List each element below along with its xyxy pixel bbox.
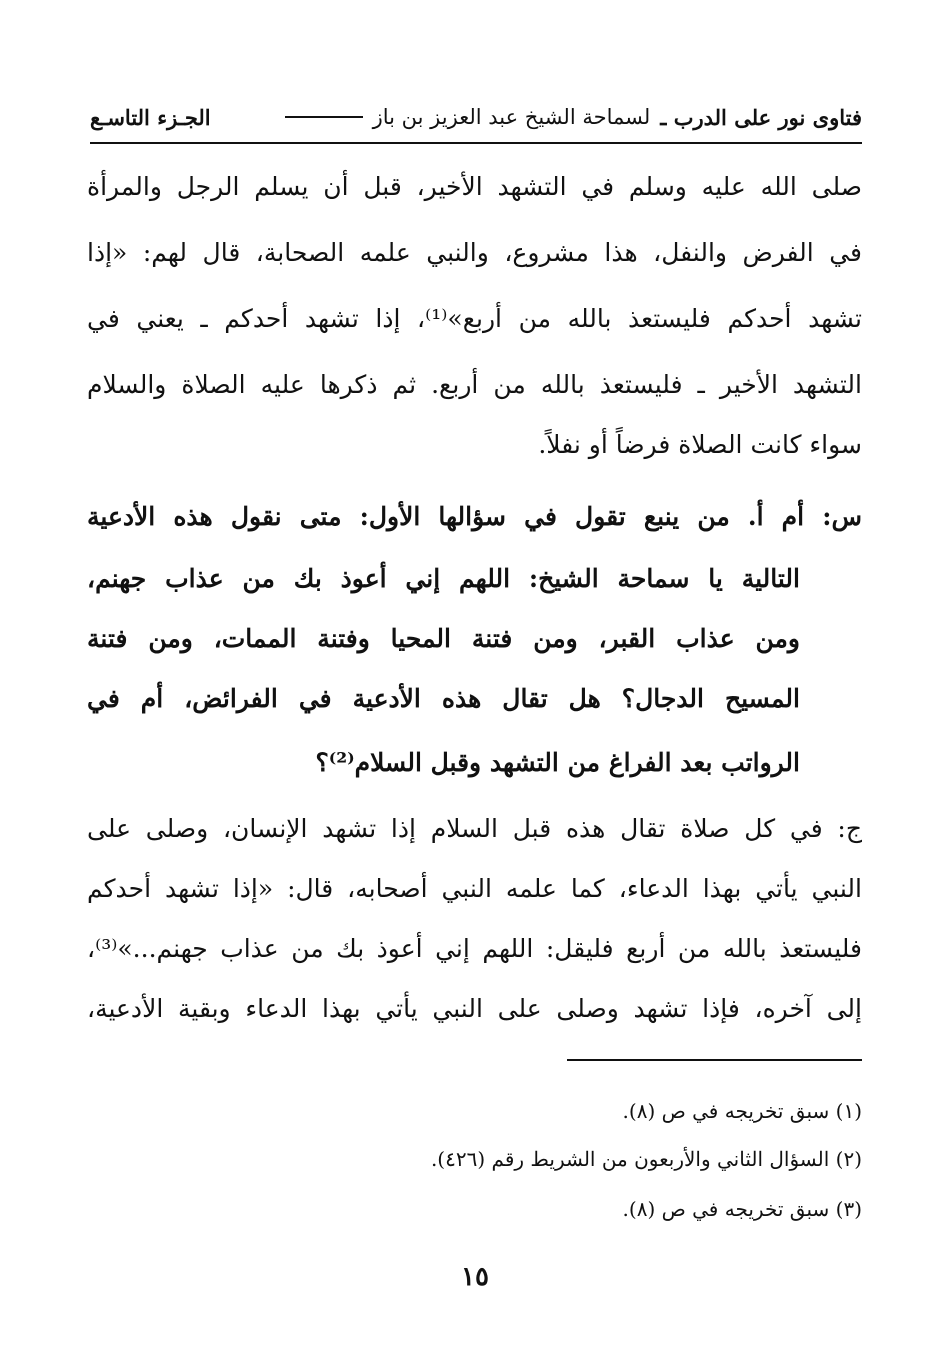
header-dash	[285, 116, 363, 118]
page-number: ١٥	[461, 1262, 489, 1292]
book-title: فتاوى نور على الدرب ـ	[660, 104, 862, 130]
footnote: (٣) سبق تخريجه في ص (٨).	[622, 1197, 862, 1221]
answer-line: إلى آخره، فإذا تشهد وصلى على النبي يأتي بهذا الدعاء وبقية الأدعية،	[87, 994, 862, 1023]
header-divider	[90, 142, 862, 144]
answer-line: ج: في كل صلاة تقال هذه قبل السلام إذا تشهد الإنسان، وصلى على	[87, 814, 862, 843]
body-line: في الفرض والنفل، هذا مشروع، والنبي علمه الصحابة، قال لهم: «إذا	[87, 238, 862, 267]
question-line: ومن عذاب القبر، ومن فتنة المحيا وفتنة الممات، ومن فتنة	[87, 624, 800, 653]
footnote: (١) سبق تخريجه في ص (٨).	[622, 1099, 862, 1123]
question-line: س: أم أ. من ينبع تقول في سؤالها الأول: متى نقول هذه الأدعية	[87, 502, 862, 531]
answer-line: فليستعذ بالله من أربع فليقل: اللهم إني أعوذ بك من عذاب جهنم...»⁽³⁾،	[87, 934, 862, 963]
volume-part: الجـزء التاسـع	[90, 104, 211, 130]
footnote-divider	[567, 1059, 862, 1061]
body-line: تشهد أحدكم فليستعذ بالله من أربع»⁽¹⁾، إذا تشهد أحدكم ـ يعني في	[87, 304, 862, 333]
question-line: الرواتب بعد الفراغ من التشهد وقبل السلام⁽²⁾؟	[315, 748, 800, 777]
question-line: المسيح الدجال؟ هل تقال هذه الأدعية في الفرائض، أم في	[87, 684, 800, 713]
question-line: التالية يا سماحة الشيخ: اللهم إني أعوذ بك من عذاب جهنم،	[87, 564, 800, 593]
body-line: سواء كانت الصلاة فرضاً أو نفلاً.	[538, 430, 862, 459]
author-name: لسماحة الشيخ عبد العزيز بن باز	[372, 105, 651, 129]
body-line: التشهد الأخير ـ فليستعذ بالله من أربع. ثم ذكرها عليه الصلاة والسلام	[87, 370, 862, 399]
footnote: (٢) السؤال الثاني والأربعون من الشريط رقم (٤٢٦).	[430, 1147, 862, 1171]
answer-line: النبي يأتي بهذا الدعاء، كما علمه النبي أصحابه، قال: «إذا تشهد أحدكم	[87, 874, 862, 903]
body-line: صلى الله عليه وسلم في التشهد الأخير، قبل أن يسلم الرجل والمرأة	[87, 172, 862, 201]
running-header	[90, 96, 862, 138]
